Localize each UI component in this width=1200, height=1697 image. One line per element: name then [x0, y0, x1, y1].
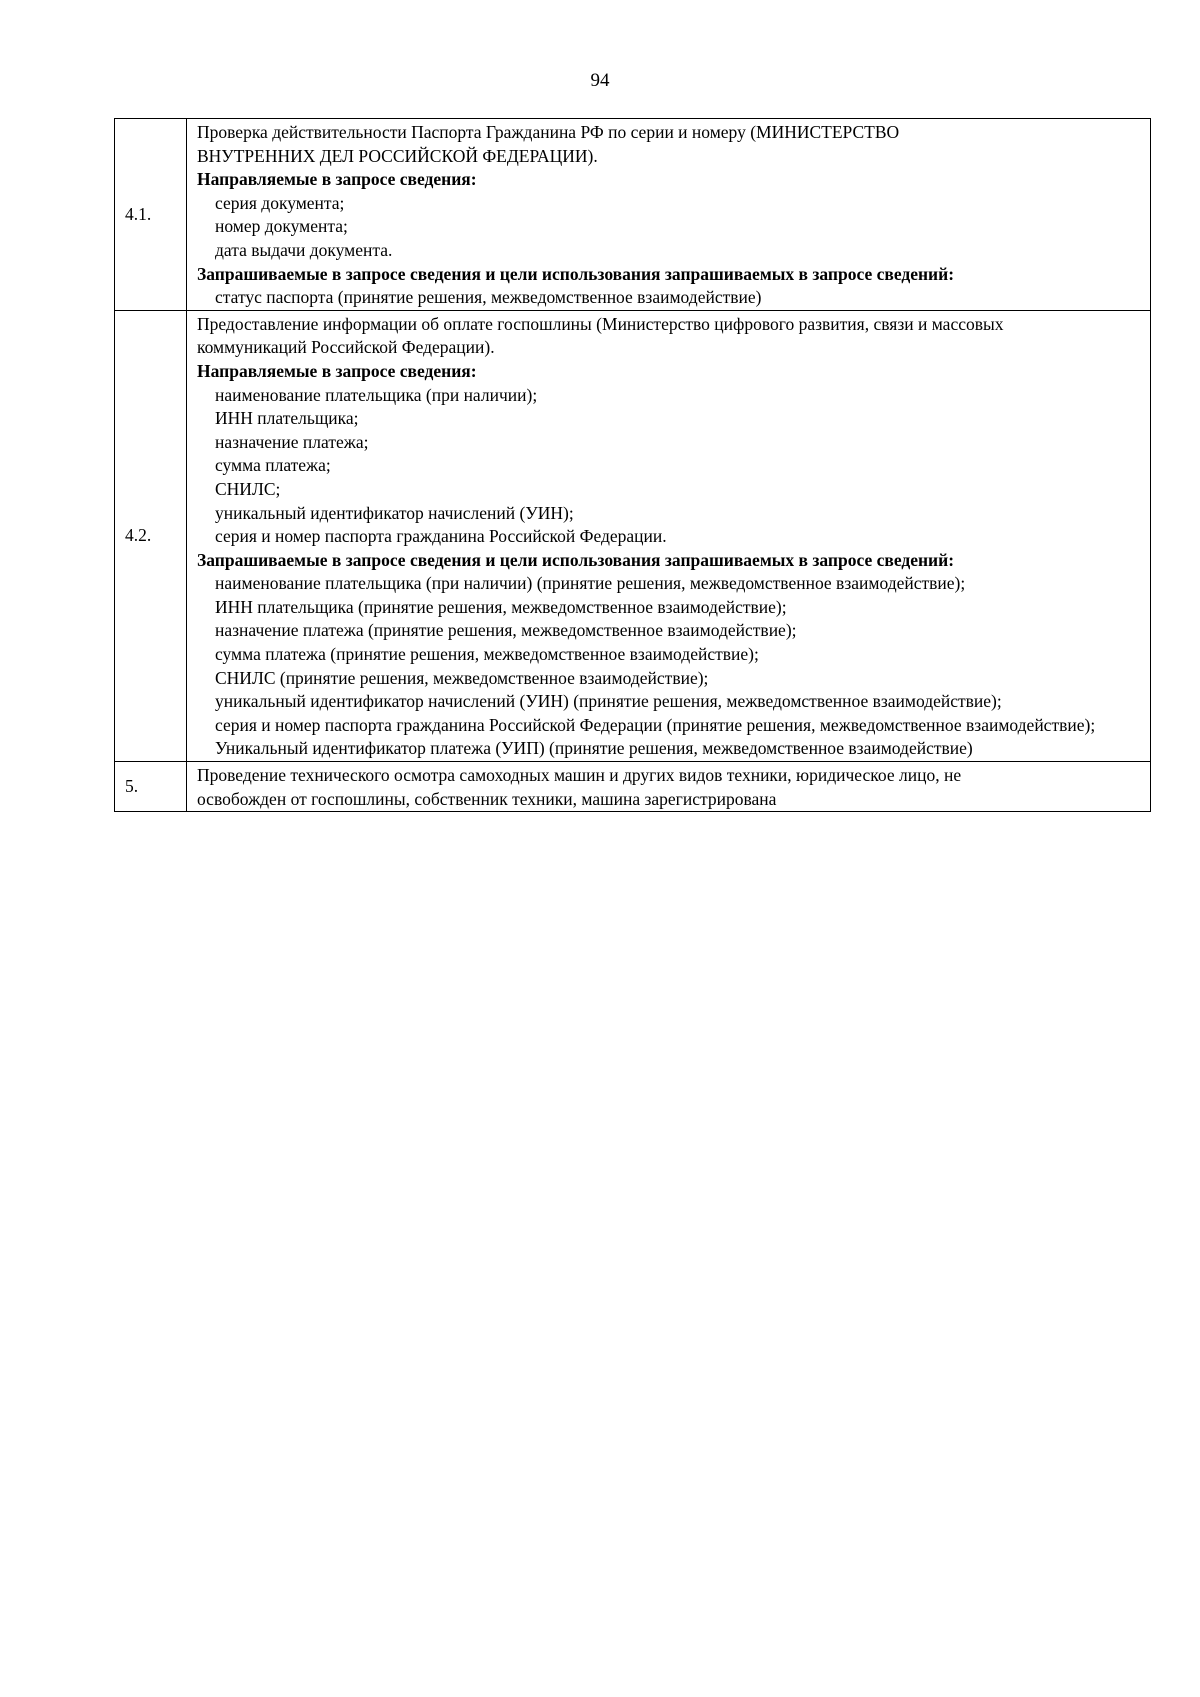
services-table	[114, 118, 1151, 812]
sent-info-heading: Направляемые в запросе сведения:	[197, 169, 477, 190]
sent-info-item: номер документа;	[215, 216, 348, 237]
row-intro-line: коммуникаций Российской Федерации).	[197, 337, 495, 358]
row-number: 5.	[115, 762, 187, 812]
sent-info-item: уникальный идентификатор начислений (УИН);	[215, 502, 574, 523]
row-intro-line: Проверка действительности Паспорта Гражданина РФ по серии и номеру (МИНИСТЕРСТВО	[197, 122, 900, 142]
requested-info-item: статус паспорта (принятие решения, межведомственное взаимодействие)	[215, 287, 762, 308]
sent-info-item: серия и номер паспорта гражданина Российской Федерации.	[215, 526, 667, 547]
row-intro-line: Предоставление информации об оплате госпошлины (Министерство цифрового развития, связи и массовых	[197, 313, 1004, 334]
requested-info-item: назначение платежа (принятие решения, межведомственное взаимодействие);	[215, 620, 797, 641]
requested-info-item: ИНН плательщика (принятие решения, межведомственное взаимодействие);	[215, 596, 787, 617]
sent-info-item: ИНН плательщика;	[215, 408, 359, 429]
row-content	[187, 762, 1151, 812]
requested-info-item: сумма платежа (принятие решения, межведомственное взаимодействие);	[215, 644, 759, 665]
sent-info-item: дата выдачи документа.	[215, 239, 393, 260]
row-content	[187, 310, 1151, 761]
requested-info-item: СНИЛС (принятие решения, межведомственное взаимодействие);	[215, 667, 709, 688]
sent-info-item: серия документа;	[215, 192, 345, 213]
sent-info-item: сумма платежа;	[215, 455, 331, 476]
row-intro-line: освобожден от госпошлины, собственник техники, машина зарегистрирована	[197, 788, 777, 809]
requested-info-item: уникальный идентификатор начислений (УИН) (принятие решения, межведомственное взаимодействие);	[215, 691, 1002, 712]
requested-info-item: серия и номер паспорта гражданина Российской Федерации (принятие решения, межведомственное взаимодействие);	[215, 714, 1096, 735]
requested-info-item: Уникальный идентификатор платежа (УИП) (принятие решения, межведомственное взаимодействие)	[215, 738, 973, 759]
requested-info-heading: Запрашиваемые в запросе сведения и цели использования запрашиваемых в запросе сведений:	[197, 263, 955, 284]
sent-info-item: СНИЛС;	[215, 478, 281, 499]
table-row	[115, 119, 1151, 311]
row-content	[187, 119, 1151, 311]
table-row	[115, 310, 1151, 761]
page-number: 94	[590, 70, 610, 91]
row-number: 4.1.	[115, 119, 187, 311]
row-intro-line: Проведение технического осмотра самоходных машин и других видов техники, юридическое лицо, не	[197, 765, 962, 786]
row-intro-line: ВНУТРЕННИХ ДЕЛ РОССИЙСКОЙ ФЕДЕРАЦИИ).	[197, 145, 598, 166]
table-row	[115, 762, 1151, 812]
requested-info-heading: Запрашиваемые в запросе сведения и цели использования запрашиваемых в запросе сведений:	[197, 549, 955, 570]
sent-info-heading: Направляемые в запросе сведения:	[197, 360, 477, 381]
sent-info-item: наименование плательщика (при наличии);	[215, 384, 538, 405]
requested-info-item: наименование плательщика (при наличии) (принятие решения, межведомственное взаимодействие);	[215, 573, 966, 594]
row-number: 4.2.	[115, 310, 187, 761]
sent-info-item: назначение платежа;	[215, 431, 369, 452]
